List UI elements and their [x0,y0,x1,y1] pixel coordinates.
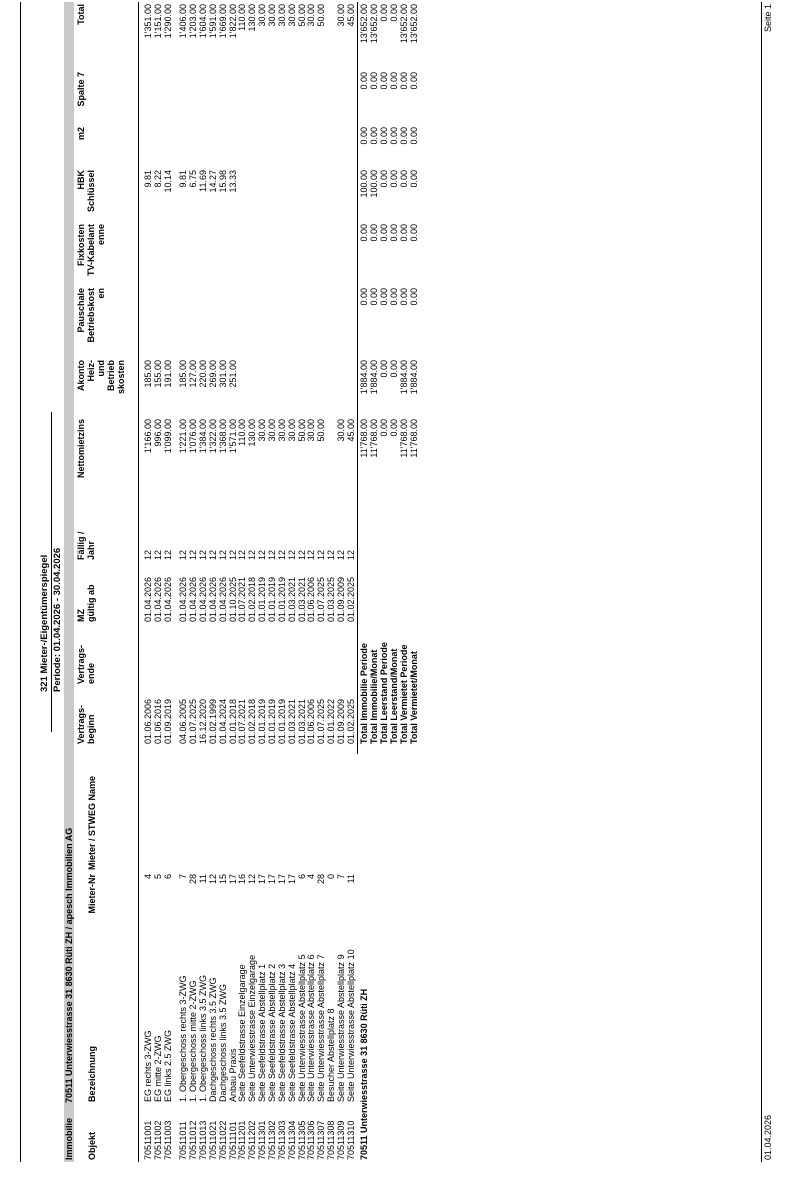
cell-faellig: 12 [152,549,163,560]
cell-mnr: 6 [162,874,173,880]
cell-mnr: 17 [227,874,238,885]
summary-row-label: Total Vermietet/Monat [408,651,419,744]
cell-bez: 1. Obergeschoss rechts 3-ZWG [178,975,188,1102]
summary-cell-akonto: 1'884.00 [408,360,419,395]
cell-faellig: 12 [296,549,307,560]
cell-mz: 01.02.2025 [345,576,356,622]
summary-cell-total: 13'652.00 [368,4,379,44]
print-date: 01.04.2026 [763,1114,773,1160]
cell-bez: Seite Seefeldstrasse Einzelgarage [237,964,248,1102]
cell-mnr: 17 [257,874,268,885]
cell-akonto: 220.00 [197,360,208,388]
cell-objekt: 70511002 [152,1120,163,1160]
report-period: Periode: 01.04.2026 - 30.04.2026 [52,547,63,692]
cell-mnr: 6 [296,874,307,880]
column-header-hbk: HBK Schlüssel [76,170,96,213]
page-number: Seite 1 [763,4,773,33]
cell-mz: 01.09.2009 [335,576,346,622]
cell-total: 130.00 [247,4,258,32]
summary-cell-total: 0.00 [388,4,399,22]
summary-top-rule [357,2,358,754]
cell-mnr: 17 [267,874,278,885]
top-rule [20,2,21,1162]
column-header-fixkosten: Fixkosten TV-Kabelant enne [76,224,106,277]
summary-cell-pausch: 0.00 [359,288,369,306]
cell-objekt: 70511303 [277,1120,287,1160]
summary-cell-pausch: 0.00 [368,288,379,306]
cell-hbk: 6.75 [187,170,198,188]
summary-cell-hbk: 100.00 [359,170,369,198]
cell-netto: 1'099.00 [162,419,173,454]
cell-mnr: 28 [187,874,198,885]
cell-mnr: 4 [306,874,316,880]
cell-bez: EG links 2.5 ZWG [162,1029,173,1102]
cell-faellig: 12 [227,549,238,560]
cell-mz: 01.04.2026 [162,576,173,622]
cell-beginn: 01.06.2006 [143,698,153,744]
cell-netto: 50.00 [315,419,326,442]
cell-objekt: 70511012 [187,1120,198,1160]
cell-bez: 1. Obergeschoss links 3.5 ZWG [197,974,208,1102]
cell-beginn: 01.03.2021 [286,698,297,744]
column-header-netto: Nettomietzins [76,419,86,479]
column-header-total: Total [76,4,86,25]
summary-cell-fix: 0.00 [368,224,379,242]
cell-akonto: 127.00 [187,360,198,388]
cell-objekt: 70511305 [296,1120,307,1160]
cell-beginn: 01.03.2021 [296,698,307,744]
cell-netto: 30.00 [277,419,287,442]
cell-faellig: 12 [335,549,346,560]
cell-objekt: 70511309 [335,1120,346,1160]
cell-beginn: 01.01.2019 [277,698,287,744]
property-name: 70511 Unterwiesstrasse 31 8630 Rüti ZH / apesch Immobilien AG [64,827,74,1103]
cell-netto: 30.00 [306,419,316,442]
summary-cell-akonto: 1'884.00 [359,360,369,395]
cell-netto: 30.00 [286,419,297,442]
summary-cell-m2: 0.00 [388,127,399,145]
cell-total: 1'290.00 [162,4,173,39]
summary-cell-total: 13'652.00 [398,4,409,44]
cell-mnr: 15 [217,874,228,885]
cell-bez: Besucher Abstellplatz 8 [325,1008,336,1102]
cell-mz: 01.04.2026 [187,576,198,622]
cell-netto: 45.00 [345,419,356,442]
cell-beginn: 01.06.2006 [306,698,316,744]
cell-bez: Seite Seefeldstrasse Abstellplatz 2 [267,963,278,1102]
cell-netto: 1'166.00 [143,419,153,454]
column-header-vbeginn: Vertrags- beginn [76,704,96,744]
cell-bez: EG mitte 2-ZWG [152,1035,163,1102]
cell-total: 1'604.00 [197,4,208,39]
cell-faellig: 12 [325,549,336,560]
cell-total: 30.00 [335,4,346,27]
summary-cell-akonto: 0.00 [388,360,399,378]
column-header-objekt: Objekt [87,1131,97,1160]
cell-netto: 1'322.00 [207,419,218,454]
column-header-spalte7: Spalte 7 [76,72,86,107]
cell-beginn: 01.04.2024 [217,698,228,744]
summary-cell-fix: 0.00 [359,224,369,242]
cell-total: 1'822.00 [227,4,238,39]
cell-akonto: 269.00 [207,360,218,388]
summary-cell-akonto: 1'884.00 [398,360,409,395]
cell-mnr: 7 [335,874,346,880]
summary-cell-akonto: 0.00 [378,360,389,378]
rotated-report [16,2,776,1162]
cell-beginn: 01.06.2016 [152,698,163,744]
cell-mnr: 28 [315,874,326,885]
report-title: 321 Mieter-/Eigentümerspiegel [39,554,50,692]
bottom-rule [761,2,762,1162]
cell-netto: 1'571.00 [227,419,238,454]
summary-cell-hbk: 0.00 [378,170,389,188]
cell-mz: 01.07.2021 [237,576,248,622]
cell-mz: 01.01.2019 [277,576,287,622]
summary-cell-fix: 0.00 [388,224,399,242]
cell-netto: 1'076.00 [187,419,198,454]
cell-beginn: 01.07.2021 [237,698,248,744]
cell-netto: 130.00 [247,419,258,447]
cell-faellig: 12 [267,549,278,560]
cell-mnr: 0 [325,874,336,880]
summary-cell-netto: 0.00 [378,419,389,437]
cell-beginn: 04.06.2005 [178,698,188,744]
column-header-bezeichnung: Bezeichnung [87,1045,97,1102]
cell-mz: 01.03.2021 [296,576,307,622]
cell-hbk: 15.98 [217,170,228,193]
cell-total: 50.00 [296,4,307,27]
cell-netto: 1'384.00 [197,419,208,454]
cell-mnr: 12 [207,874,218,885]
cell-faellig: 12 [197,549,208,560]
cell-akonto: 155.00 [152,360,163,388]
cell-mz: 01.02.2018 [247,576,258,622]
cell-mnr: 17 [277,874,287,885]
summary-cell-fix: 0.00 [378,224,389,242]
cell-bez: Seite Unterwiesstrasse Abstellplatz 9 [335,954,346,1102]
cell-faellig: 12 [286,549,297,560]
cell-akonto: 251.00 [227,360,238,388]
summary-row-label: Total Immobilie/Monat [368,649,379,744]
cell-bez: Anbau Praxis [227,1048,238,1102]
cell-faellig: 12 [345,549,356,560]
column-header-akonto: Akonto Heiz- und Betrieb skosten [76,360,126,395]
cell-mnr: 7 [178,874,188,880]
cell-mz: 01.04.2026 [207,576,218,622]
summary-cell-pausch: 0.00 [378,288,389,306]
cell-beginn: 01.07.2025 [187,698,198,744]
cell-mz: 01.04.2026 [178,576,188,622]
column-header-mz: MZ gültig ab [76,584,96,622]
cell-objekt: 70511302 [267,1120,278,1160]
cell-mnr: 16 [237,874,248,885]
summary-cell-m2: 0.00 [359,127,369,145]
column-header-vende: Vertrags- ende [76,644,96,684]
cell-hbk: 14.27 [207,170,218,193]
cell-mz: 01.01.2019 [267,576,278,622]
cell-mz: 01.04.2026 [217,576,228,622]
cell-faellig: 12 [207,549,218,560]
cell-objekt: 70511307 [315,1120,326,1160]
cell-faellig: 12 [247,549,258,560]
cell-faellig: 12 [277,549,287,560]
cell-mz: 01.06.2006 [306,576,316,622]
cell-hbk: 10.14 [162,170,173,193]
cell-bez: 1. Obergeschoss mitte 2-ZWG [187,980,198,1102]
cell-bez: Seite Unterwiesstrasse Abstellplatz 10 [345,949,356,1102]
cell-faellig: 12 [217,549,228,560]
cell-bez: Seite Unterwiesstrasse Abstellplatz 7 [315,954,326,1102]
cell-beginn: 01.09.2009 [335,698,346,744]
cell-beginn: 01.09.2019 [162,698,173,744]
cell-total: 1'406.00 [178,4,188,39]
summary-row-label: Total Leerstand/Monat [388,648,399,744]
cell-netto: 30.00 [335,419,346,442]
cell-mz: 01.03.2025 [325,576,336,622]
summary-cell-netto: 0.00 [388,419,399,437]
summary-cell-pausch: 0.00 [408,288,419,306]
cell-total: 1'669.00 [217,4,228,39]
cell-objekt: 70511011 [178,1121,188,1160]
summary-cell-total: 0.00 [378,4,389,22]
cell-mnr: 11 [345,874,356,884]
cell-mnr: 17 [286,874,297,885]
cell-objekt: 70511022 [217,1120,228,1160]
cell-objekt: 70511306 [306,1120,316,1160]
cell-objekt: 70511201 [237,1120,248,1160]
cell-faellig: 12 [143,549,153,560]
cell-objekt: 70511310 [345,1120,356,1160]
cell-bez: EG rechts 3-ZWG [143,1030,153,1102]
cell-objekt: 70511021 [207,1120,218,1160]
cell-objekt: 70511003 [162,1120,173,1160]
cell-mz: 01.01.2019 [257,576,268,622]
summary-cell-sp7: 0.00 [408,72,419,90]
cell-mnr: 11 [197,874,208,884]
cell-akonto: 185.00 [143,360,153,388]
cell-objekt: 70511013 [197,1120,208,1160]
summary-cell-netto: 11'768.00 [408,419,419,458]
summary-cell-m2: 0.00 [398,127,409,145]
cell-objekt: 70511304 [286,1120,297,1160]
summary-cell-fix: 0.00 [408,224,419,242]
cell-faellig: 12 [162,549,173,560]
cell-beginn: 01.02.2025 [345,698,356,744]
summary-cell-sp7: 0.00 [359,72,369,90]
cell-objekt: 70511301 [257,1120,268,1160]
cell-bez: Seite Seefeldstrasse Abstellplatz 3 [277,963,287,1102]
summary-cell-fix: 0.00 [398,224,409,242]
column-header-faellig: Fällig / Jahr [76,531,96,560]
summary-cell-m2: 0.00 [378,127,389,145]
cell-total: 30.00 [267,4,278,27]
cell-beginn: 01.02.2018 [247,698,258,744]
cell-total: 50.00 [315,4,326,27]
summary-cell-sp7: 0.00 [388,72,399,90]
summary-cell-hbk: 0.00 [388,170,399,188]
summary-cell-netto: 11'768.00 [398,419,409,458]
cell-netto: 30.00 [267,419,278,442]
summary-cell-m2: 0.00 [368,127,379,145]
header-rule [138,2,139,1162]
cell-beginn: 01.01.2019 [267,698,278,744]
cell-total: 1'203.00 [187,4,198,39]
summary-cell-total: 13'652.00 [359,4,369,44]
column-header-mieter_name: Mieter / STWEG Name [87,775,97,870]
cell-netto: 30.00 [257,419,268,442]
column-header-m2: m2 [76,127,86,141]
cell-beginn: 01.01.2022 [325,698,336,744]
cell-total: 30.00 [286,4,297,27]
summary-row-label: Total Leerstand Periode [378,642,389,744]
cell-faellig: 12 [257,549,268,560]
summary-cell-hbk: 100.00 [368,170,379,198]
cell-akonto: 301.00 [217,360,228,388]
cell-beginn: 01.01.2018 [227,698,238,744]
cell-beginn: 16.12.2020 [197,698,208,744]
cell-faellig: 12 [187,549,198,560]
summary-row-label: Total Immobilie Periode [359,643,369,744]
summary-cell-m2: 0.00 [408,127,419,145]
column-header-pauschale: Pauschale Betriebskost en [76,288,106,343]
summary-cell-sp7: 0.00 [398,72,409,90]
summary-row-label: Total Vermietet Periode [398,644,409,744]
cell-bez: Seite Seefeldstrasse Abstellplatz 1 [257,963,268,1102]
immobilie-label: Immobilie [64,1117,74,1160]
summary-cell-hbk: 0.00 [408,170,419,188]
cell-total: 30.00 [306,4,316,27]
cell-mnr: 4 [143,874,153,880]
cell-netto: 1'221.00 [178,419,188,454]
summary-cell-sp7: 0.00 [368,72,379,90]
cell-mz: 01.10.2025 [227,576,238,622]
summary-cell-pausch: 0.00 [388,288,399,306]
cell-objekt: 70511202 [247,1120,258,1160]
cell-total: 45.00 [345,4,356,27]
cell-netto: 50.00 [296,419,307,442]
cell-hbk: 13.33 [227,170,238,193]
cell-netto: 1'368.00 [217,419,228,454]
cell-beginn: 01.07.2025 [315,698,326,744]
cell-total: 1'591.00 [207,4,218,39]
cell-bez: Seite Unterwiesstrasse Abstellplatz 6 [306,954,316,1102]
cell-total: 1'151.00 [152,4,163,39]
summary-cell-akonto: 1'884.00 [368,360,379,395]
summary-property-label: 70511 Unterwiesstrasse 31 8630 Rüti ZH [359,988,369,1160]
cell-mnr: 5 [152,874,163,880]
cell-mz: 01.04.2026 [197,576,208,622]
summary-cell-total: 13'652.00 [408,4,419,44]
cell-hbk: 9.81 [143,170,153,188]
cell-bez: Seite Unterwiesstrasse Abstellplatz 5 [296,954,307,1102]
cell-bez: Seite Seefeldstrasse Abstellplatz 4 [286,963,297,1102]
cell-mz: 01.03.2021 [286,576,297,622]
cell-bez: Dachgeschoss rechts 3.5 ZWG [207,977,218,1102]
cell-netto: 996.00 [152,419,163,447]
cell-total: 110.00 [237,4,248,31]
summary-cell-netto: 11'768.00 [368,419,379,458]
cell-netto: 110.00 [237,419,248,446]
summary-cell-netto: 11'768.00 [359,419,369,458]
cell-total: 30.00 [277,4,287,27]
cell-beginn: 01.01.2019 [257,698,268,744]
cell-akonto: 191.00 [162,360,173,388]
summary-cell-hbk: 0.00 [398,170,409,188]
cell-objekt: 70511308 [325,1120,336,1160]
cell-hbk: 11.69 [197,170,208,192]
cell-beginn: 01.02.1999 [207,698,218,744]
cell-faellig: 12 [306,549,316,560]
cell-mnr: 12 [247,874,258,885]
cell-faellig: 12 [315,549,326,560]
cell-bez: Seite Unterwiesstrasse Einzelgarage [247,954,258,1102]
cell-objekt: 70511101 [227,1121,238,1160]
cell-total: 1'351.00 [143,4,153,39]
cell-mz: 01.07.2025 [315,576,326,622]
cell-objekt: 70511001 [143,1120,153,1160]
column-header-mieter_nr: Mieter-Nr [87,874,97,914]
cell-akonto: 185.00 [178,360,188,388]
summary-cell-sp7: 0.00 [378,72,389,90]
cell-faellig: 12 [237,549,248,560]
summary-cell-pausch: 0.00 [398,288,409,306]
cell-hbk: 8.22 [152,170,163,188]
cell-total: 30.00 [257,4,268,27]
cell-mz: 01.04.2026 [152,576,163,622]
cell-bez: Dachgeschoss links 3.5 ZWG [217,983,228,1102]
cell-mz: 01.04.2026 [143,576,153,622]
cell-hbk: 9.81 [178,170,188,188]
cell-faellig: 12 [178,549,188,560]
